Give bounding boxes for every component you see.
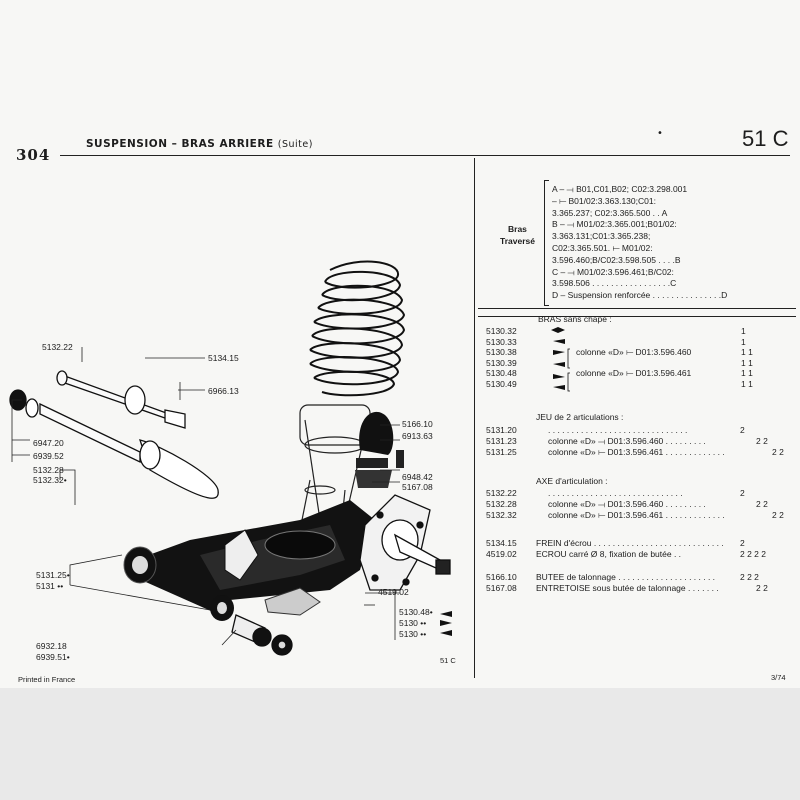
row-ref: 4519.02 xyxy=(486,549,517,559)
row-text: BUTEE de talonnage . . . . . . . . . . . . . . . . . . . . . xyxy=(536,572,716,582)
label-5132-32: 5132.32• xyxy=(33,475,67,485)
row-text: colonne «D» ⟞ D01:3.596.460 . . . . . . . . . xyxy=(548,499,706,509)
row-ref: 5134.15 xyxy=(486,538,517,548)
row-text: colonne «D» ⟝ D01:3.596.461 xyxy=(576,368,692,379)
table-row xyxy=(486,499,796,510)
row-text: colonne «D» ⟝ D01:3.596.461 . . . . . . . . . . . . . xyxy=(548,447,725,457)
section-number: 51 C xyxy=(742,126,789,151)
bras-sans-chape-title: BRAS sans chape : xyxy=(538,314,612,324)
row-ref: 5132.22 xyxy=(486,488,517,498)
label-5167-08: 5167.08 xyxy=(402,482,433,492)
bras-line: – ⟝ B01/02:3.363.130;C01: xyxy=(552,195,656,206)
row-ref: 5130.49 xyxy=(486,378,517,389)
bras-line: B – ⟞ M01/02:3.365.001;B01/02: xyxy=(552,219,677,230)
table-row xyxy=(486,488,796,499)
label-5166-10: 5166.10 xyxy=(402,419,433,429)
label-5130-a: 5130 •• xyxy=(399,618,427,628)
bras-line: 3.598.506 . . . . . . . . . . . . . . . . .C xyxy=(552,278,677,289)
label-5134-15: 5134.15 xyxy=(208,353,239,363)
row-ref: 5130.38 xyxy=(486,347,517,358)
axe-rows xyxy=(486,488,796,521)
table-row xyxy=(486,425,796,436)
axe-title: AXE d'articulation : xyxy=(536,476,608,486)
model-number: 304 xyxy=(16,146,51,164)
row-text: ENTRETOISE sous butée de talonnage . . . . . . . xyxy=(536,583,719,593)
bras-line: C – ⟞ M01/02:3.596.461;B/C02: xyxy=(552,266,674,277)
row-qty: 1 1 xyxy=(741,347,753,358)
row-qty: 1 xyxy=(741,336,746,347)
row-text: colonne «D» ⟝ D01:3.596.460 xyxy=(576,347,692,358)
row-qty: 2 2 xyxy=(772,510,784,520)
row-ref: 5130.39 xyxy=(486,357,517,368)
row-text: ECROU carré Ø 8, fixation de butée . . xyxy=(536,549,682,559)
bras-line: 3.363.131;C01:3.365.238; xyxy=(552,231,651,242)
figure-code: 51 C xyxy=(440,656,456,665)
row-ref: 5131.23 xyxy=(486,436,517,446)
row-ref: 5130.33 xyxy=(486,336,517,347)
row-qty: 1 1 xyxy=(741,378,753,389)
table-row xyxy=(486,549,796,560)
row-qty: 2 2 xyxy=(772,447,784,457)
label-5132-28: 5132.28 xyxy=(33,465,64,475)
table-row xyxy=(486,436,796,447)
row-ref: 5130.48 xyxy=(486,368,517,379)
label-5130-b: 5130 •• xyxy=(399,629,427,639)
row-qty: 2 2 xyxy=(756,436,768,446)
row-qty: 1 1 xyxy=(741,368,753,379)
table-row xyxy=(486,583,796,594)
table-row xyxy=(486,572,796,583)
label-6966-13: 6966.13 xyxy=(208,386,239,396)
table-row xyxy=(486,447,796,458)
row-text: FREIN d'écrou . . . . . . . . . . . . . . . . . . . . . . . . . . . . xyxy=(536,538,724,548)
bras-line: 3.365.237; C02:3.365.500 . . A xyxy=(552,207,668,218)
table-row xyxy=(486,538,796,549)
label-5131: 5131 •• xyxy=(36,581,64,591)
row-ref: 5130.32 xyxy=(486,326,517,336)
misc-rows xyxy=(486,538,796,594)
row-qty: 2 2 xyxy=(756,583,768,593)
label-6947-20: 6947.20 xyxy=(33,438,64,448)
row-text: . . . . . . . . . . . . . . . . . . . . . . . . . . . . . . xyxy=(548,425,688,435)
label-5132-22: 5132.22 xyxy=(42,342,73,352)
jeu-title: JEU de 2 articulations : xyxy=(536,412,624,422)
jeu-rows xyxy=(486,425,796,458)
label-4519-02: 4519.02 xyxy=(378,587,409,597)
bras-line: C02:3.365.501. ⟝ M01/02: xyxy=(552,242,653,253)
row-qty: 1 xyxy=(741,326,746,336)
row-ref: 5131.20 xyxy=(486,425,517,435)
row-qty: 2 xyxy=(740,425,745,435)
label-6948-42: 6948.42 xyxy=(402,472,433,482)
label-5131-25: 5131.25• xyxy=(36,570,70,580)
header-dot: • xyxy=(657,128,663,139)
row-ref: 5132.32 xyxy=(486,510,517,520)
row-qty: 2 2 2 xyxy=(740,572,759,582)
bras-line: A – ⟞ B01,C01,B02; C02:3.298.001 xyxy=(552,184,688,194)
title-subtitle: (Suite) xyxy=(277,139,313,150)
label-5130-48: 5130.48• xyxy=(399,607,433,617)
row-qty: 1 1 xyxy=(741,357,753,368)
bras-line: 3.596.460;B/C02:3.598.505 . . . .B xyxy=(552,254,681,265)
footer-printed: Printed in France xyxy=(18,675,76,684)
table-row xyxy=(486,510,796,521)
label-6939-51: 6939.51• xyxy=(36,652,70,662)
title-text: SUSPENSION – BRAS ARRIERE xyxy=(86,138,274,150)
label-6913-63: 6913.63 xyxy=(402,431,433,441)
row-qty: 2 xyxy=(740,488,745,498)
row-qty: 2 xyxy=(740,538,745,548)
bras-heading-1: Bras xyxy=(508,224,527,234)
row-text: colonne «D» ⟞ D01:3.596.460 . . . . . . . . . xyxy=(548,436,706,446)
footer-page-ref: 3/74 xyxy=(771,673,786,682)
row-ref: 5167.08 xyxy=(486,583,517,593)
row-qty: 2 2 2 2 xyxy=(740,549,766,559)
row-ref: 5166.10 xyxy=(486,572,517,582)
row-qty: 2 2 xyxy=(756,499,768,509)
label-6939-52: 6939.52 xyxy=(33,451,64,461)
bras-line: D – Suspension renforcée . . . . . . . . . . . . . . .D xyxy=(552,290,728,301)
label-6932-18: 6932.18 xyxy=(36,641,67,651)
row-text: colonne «D» ⟝ D01:3.596.461 . . . . . . . . . . . . . xyxy=(548,510,725,520)
row-text: . . . . . . . . . . . . . . . . . . . . . . . . . . . . . xyxy=(548,488,683,498)
row-ref: 5132.28 xyxy=(486,499,517,509)
bras-heading-2: Traversé xyxy=(500,236,535,246)
row-ref: 5131.25 xyxy=(486,447,517,457)
